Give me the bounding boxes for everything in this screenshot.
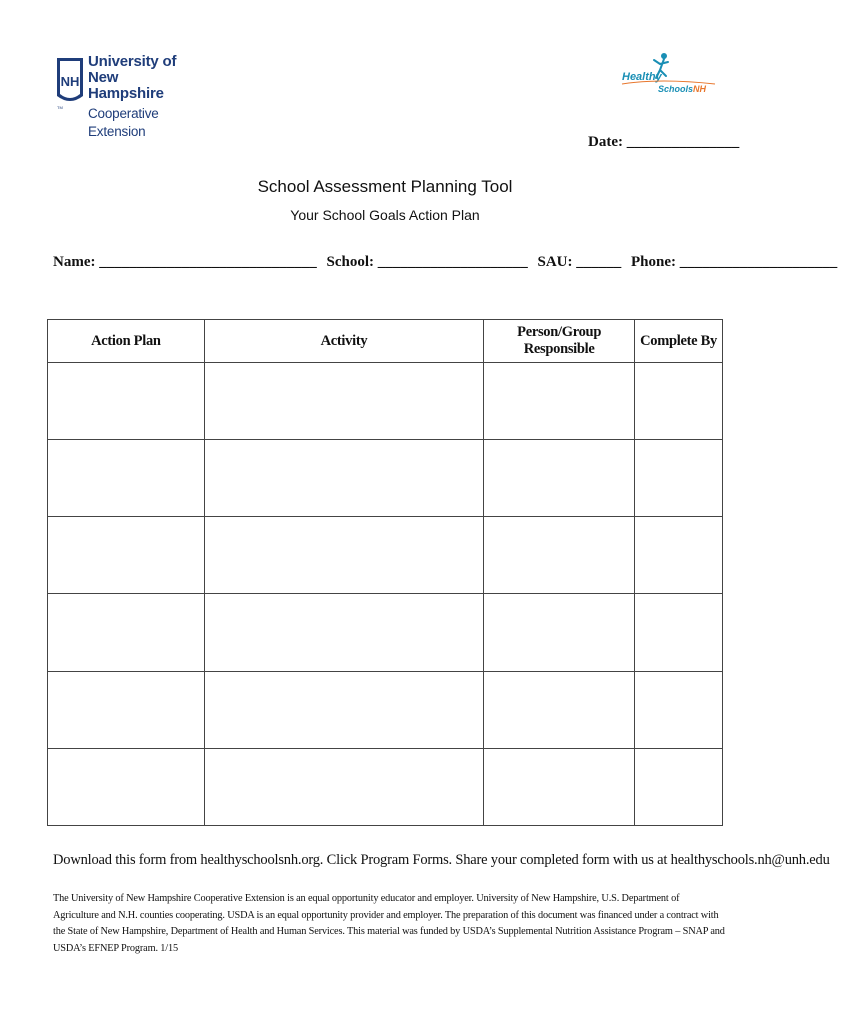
healthy-schools-nh-logo [620,50,720,98]
table-row [48,517,723,594]
complete-by-cell[interactable] [635,671,723,748]
table-row [48,440,723,517]
activity-cell[interactable] [204,748,483,825]
phone-field[interactable]: Phone: _____________________ [631,254,838,270]
complete-by-cell[interactable] [635,517,723,594]
table-row [48,594,723,671]
action-plan-cell[interactable] [48,594,205,671]
page-subtitle: Your School Goals Action Plan [290,207,480,223]
table-row [48,363,723,440]
unh-logo-line3: Cooperative Extension [88,106,159,139]
info-fields [53,254,843,271]
action-plan-cell[interactable] [48,671,205,748]
complete-by-cell[interactable] [635,748,723,825]
action-plan-cell[interactable] [48,748,205,825]
header-activity: Activity [204,320,483,363]
activity-cell[interactable] [204,440,483,517]
school-field[interactable]: School: ____________________ [326,254,528,270]
activity-cell[interactable] [204,671,483,748]
table-header-row [48,320,723,363]
unh-cooperative-extension-logo [55,53,195,139]
page-title: School Assessment Planning Tool [257,177,513,196]
activity-cell[interactable] [204,363,483,440]
table-row [48,671,723,748]
responsible-cell[interactable] [484,440,635,517]
equal-opportunity-footer: The University of New Hampshire Cooperative Extension is an equal opportunity educator and employer. University of New Hampshire, U.S. Department of Agriculture and N.H. counties cooperating. USDA is an equal opportunity provider and employer. The preparation of this document was financed under a contract with the State of New Hampshire, Department of Health and Human Services. This material was funded by USDA’s Supplemental Nutrition Assistance Program – SNAP and USDA’s EFNEP Program. 1/15 [53,893,725,954]
action-plan-cell[interactable] [48,363,205,440]
header-complete-by: Complete By [635,320,723,363]
action-plan-cell[interactable] [48,440,205,517]
svg-text:TM: TM [57,105,63,110]
table-row [48,748,723,825]
complete-by-cell[interactable] [635,363,723,440]
sau-field[interactable]: SAU: ______ [537,254,622,270]
responsible-cell[interactable] [484,363,635,440]
activity-cell[interactable] [204,594,483,671]
download-instructions: Download this form from healthyschoolsnh.org. Click Program Forms. Share your completed form with us at healthyschools.nh@unh.edu [53,852,830,868]
name-field[interactable]: Name: _____________________________ [53,254,317,270]
complete-by-cell[interactable] [635,594,723,671]
header-action-plan: Action Plan [48,320,205,363]
responsible-cell[interactable] [484,594,635,671]
date-field[interactable]: Date: _______________ [588,134,740,150]
header-person-group-responsible: Person/Group Responsible [484,320,635,363]
action-plan-table [47,319,723,826]
responsible-cell[interactable] [484,517,635,594]
unh-logo-line2: New Hampshire [88,69,164,102]
unh-shield-letters: NH [60,74,80,89]
responsible-cell[interactable] [484,671,635,748]
schools-word: Schools [658,84,694,94]
complete-by-cell[interactable] [635,440,723,517]
unh-shield-icon [55,56,85,110]
action-plan-cell[interactable] [48,517,205,594]
responsible-cell[interactable] [484,748,635,825]
activity-cell[interactable] [204,517,483,594]
healthy-word: Healthy [622,71,662,83]
unh-logo-line1: University of [88,53,177,70]
nh-word: NH [693,84,706,94]
